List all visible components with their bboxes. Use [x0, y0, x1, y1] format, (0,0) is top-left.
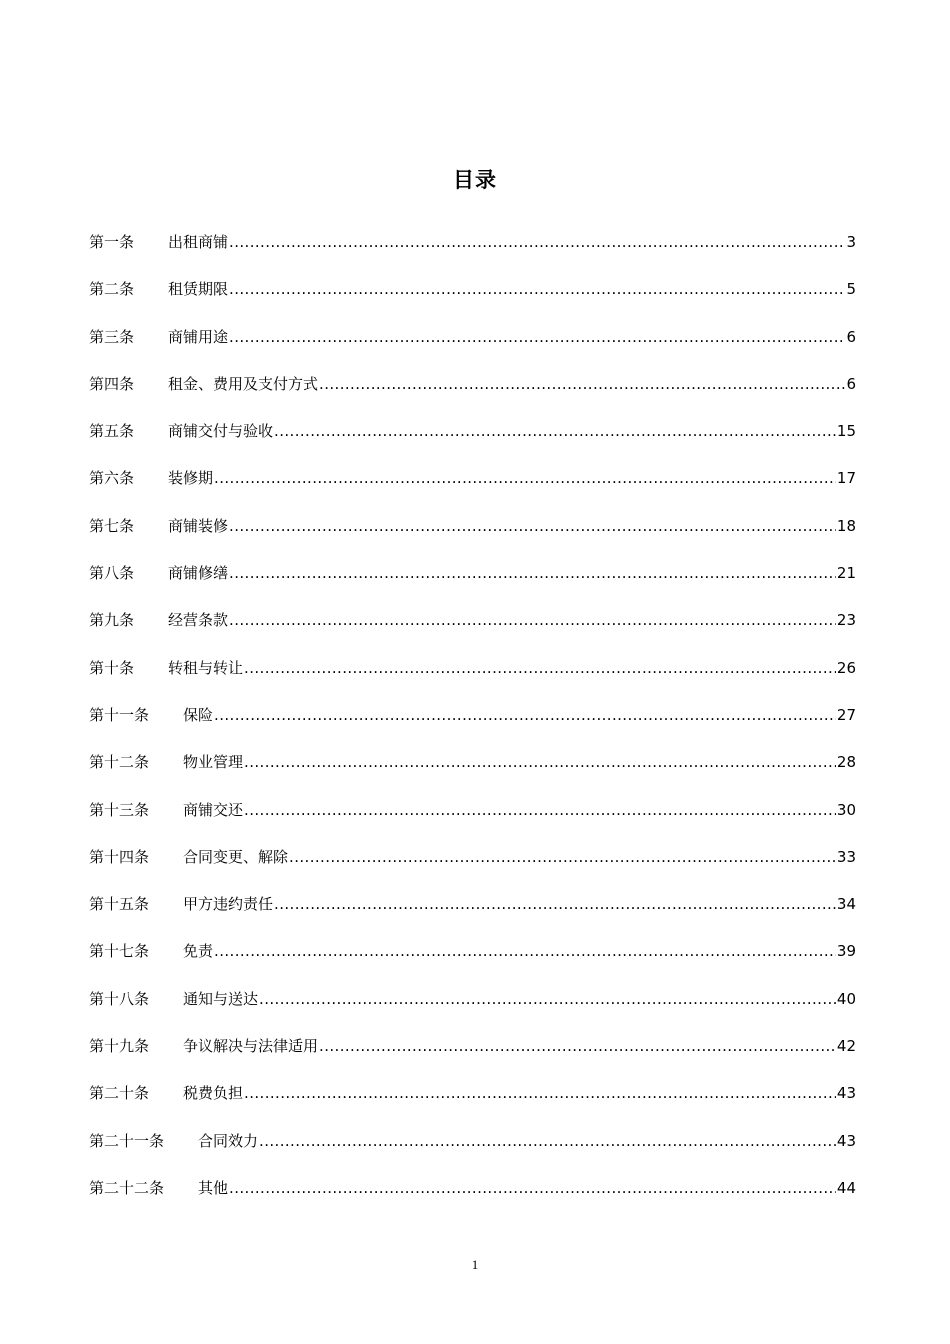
toc-entry-label: 商铺用途: [168, 327, 229, 346]
toc-entry[interactable]: [89, 420, 856, 467]
toc-entry-number: 第十四条: [89, 847, 150, 866]
toc-dot-leader: [214, 469, 836, 487]
toc-entry[interactable]: [89, 799, 856, 846]
toc-entry[interactable]: [89, 1082, 856, 1129]
toc-dot-leader: [229, 233, 845, 251]
toc-entry-number: 第一条: [89, 233, 135, 251]
toc-entry[interactable]: [89, 940, 856, 987]
toc-entry-label: 出租商铺: [168, 233, 229, 251]
toc-entry-page: 26: [836, 658, 856, 677]
toc-entry-page: 40: [836, 989, 856, 1008]
toc-entry-number: 第四条: [89, 374, 135, 393]
toc-entry-number: 第七条: [89, 516, 135, 535]
toc-entry-label: 商铺交付与验收: [168, 422, 274, 441]
toc-entry-label: 转租与转让: [168, 658, 244, 677]
toc-entry-number: 第十五条: [89, 895, 150, 914]
toc-dot-leader: [244, 659, 836, 677]
toc-entry-label: 争议解决与法律适用: [183, 1037, 319, 1056]
toc-dot-leader: [229, 611, 836, 629]
toc-entry-label: 租赁期限: [168, 280, 229, 299]
toc-entry-label: 甲方违约责任: [183, 895, 274, 914]
toc-entry-label: 装修期: [168, 469, 214, 488]
toc-entry-label: 免责: [183, 942, 214, 961]
toc-dot-leader: [319, 1037, 836, 1055]
toc-entry[interactable]: [89, 1130, 856, 1177]
toc-entry-number: 第二十条: [89, 1084, 150, 1103]
toc-entry[interactable]: [89, 988, 856, 1035]
toc-entry-number: 第三条: [89, 327, 135, 346]
toc-entry[interactable]: [89, 231, 856, 278]
toc-entry-page: 5: [846, 280, 856, 299]
toc-entry[interactable]: [89, 609, 856, 656]
toc-entry-page: 44: [836, 1178, 856, 1197]
toc-entry-number: 第二条: [89, 280, 135, 299]
toc-entry-page: 17: [836, 469, 856, 488]
toc-entry-page: 21: [836, 564, 856, 583]
toc-entry-label: 保险: [183, 705, 214, 724]
page-number: 1: [471, 1257, 479, 1272]
toc-entry-number: 第十二条: [89, 753, 150, 772]
toc-entry-label: 商铺装修: [168, 516, 229, 535]
toc-entry-page: 15: [836, 422, 856, 441]
toc-dot-leader: [229, 1179, 836, 1197]
toc-entry-page: 39: [836, 942, 856, 961]
toc-entry-page: 34: [836, 895, 856, 914]
toc-entry-label: 商铺交还: [183, 800, 244, 819]
toc-dot-leader: [244, 1084, 836, 1102]
toc-entry-label: 商铺修缮: [168, 564, 229, 583]
toc-entry-page: 27: [836, 705, 856, 724]
toc-entry-number: 第二十二条: [89, 1178, 165, 1197]
toc-entry-label: 经营条款: [168, 611, 229, 630]
toc-dot-leader: [229, 517, 836, 535]
toc-entry-number: 第八条: [89, 564, 135, 583]
toc-entry-number: 第五条: [89, 422, 135, 441]
toc-entry-page: 3: [846, 233, 856, 251]
toc-entry[interactable]: [89, 515, 856, 562]
toc-entry-page: 6: [846, 327, 856, 346]
toc-entry-number: 第六条: [89, 469, 135, 488]
toc-dot-leader: [229, 328, 845, 346]
toc-entry-number: 第十八条: [89, 989, 150, 1008]
toc-entry[interactable]: [89, 562, 856, 609]
toc-entry-page: 43: [836, 1131, 856, 1150]
toc-entry[interactable]: [89, 326, 856, 373]
toc-dot-leader: [259, 990, 836, 1008]
toc-entry-page: 33: [836, 847, 856, 866]
toc-entry-number: 第十条: [89, 658, 135, 677]
toc-entry[interactable]: [89, 846, 856, 893]
toc-entry-label: 其他: [198, 1178, 229, 1197]
toc-dot-leader: [229, 564, 836, 582]
toc-dot-leader: [319, 375, 845, 393]
toc-entry[interactable]: [89, 657, 856, 704]
toc-entry-number: 第十一条: [89, 705, 150, 724]
toc-title: 目录: [453, 168, 497, 192]
toc-entry-page: 23: [836, 611, 856, 630]
toc-entry-page: 42: [836, 1037, 856, 1056]
toc-entry[interactable]: [89, 373, 856, 420]
toc-entry[interactable]: [89, 1035, 856, 1082]
toc-entry[interactable]: [89, 704, 856, 751]
toc-entry[interactable]: [89, 278, 856, 325]
toc-entry-number: 第十九条: [89, 1037, 150, 1056]
toc-dot-leader: [214, 706, 836, 724]
toc-entry-number: 第九条: [89, 611, 135, 630]
toc-entry-number: 第十三条: [89, 800, 150, 819]
toc-entry-label: 租金、费用及支付方式: [168, 374, 319, 393]
toc-dot-leader: [274, 895, 836, 913]
toc-entry-page: 6: [846, 374, 856, 393]
toc-entry-label: 税费负担: [183, 1084, 244, 1103]
toc-dot-leader: [274, 422, 836, 440]
toc-entry[interactable]: [89, 893, 856, 940]
toc-dot-leader: [259, 1132, 836, 1150]
toc-dot-leader: [289, 848, 836, 866]
toc-entry-page: 18: [836, 516, 856, 535]
toc-entry-page: 30: [836, 800, 856, 819]
toc-entry-label: 合同效力: [198, 1131, 259, 1150]
toc-dot-leader: [214, 942, 836, 960]
toc-entry-label: 物业管理: [183, 753, 244, 772]
toc-entry-page: 43: [836, 1084, 856, 1103]
toc-entry-page: 28: [836, 753, 856, 772]
toc-list: [89, 231, 856, 1224]
toc-dot-leader: [229, 280, 845, 298]
toc-entry-number: 第十七条: [89, 942, 150, 961]
toc-entry[interactable]: [89, 751, 856, 798]
toc-entry-label: 合同变更、解除: [183, 847, 289, 866]
toc-entry[interactable]: [89, 1177, 856, 1224]
toc-entry[interactable]: [89, 467, 856, 514]
toc-dot-leader: [244, 753, 836, 771]
toc-entry-number: 第二十一条: [89, 1131, 165, 1150]
toc-entry-label: 通知与送达: [183, 989, 259, 1008]
toc-dot-leader: [244, 801, 836, 819]
